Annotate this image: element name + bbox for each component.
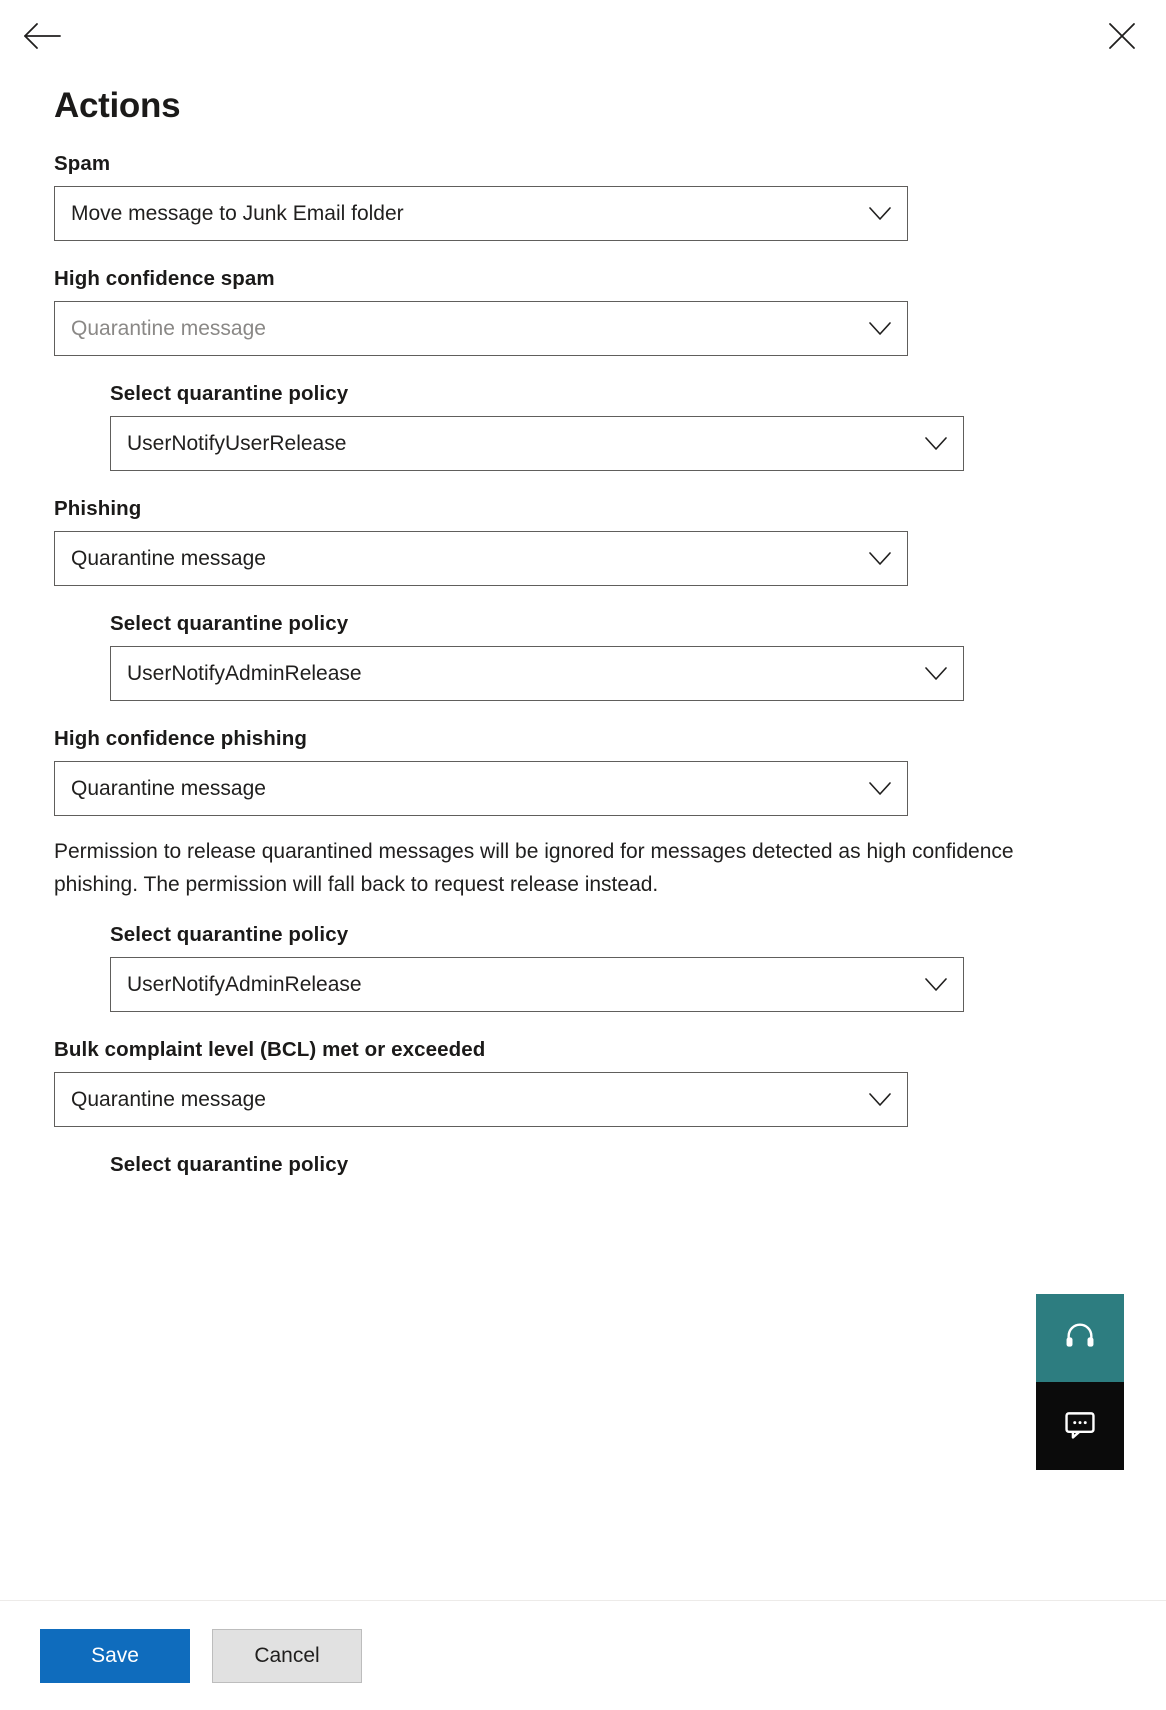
chat-button[interactable] xyxy=(1036,1382,1124,1470)
close-button[interactable] xyxy=(1100,14,1144,58)
high-confidence-spam-label: High confidence spam xyxy=(54,267,275,290)
page-title: Actions xyxy=(54,86,181,125)
phishing-action-dropdown[interactable] xyxy=(54,531,908,586)
chevron-down-icon xyxy=(869,318,891,340)
phishing-action-value: Quarantine message xyxy=(71,546,266,570)
chevron-down-icon xyxy=(869,548,891,570)
field-high-confidence-phishing-policy xyxy=(110,923,1112,1012)
chat-icon xyxy=(1063,1407,1097,1446)
close-icon xyxy=(1107,21,1137,51)
high-confidence-phishing-policy-value: UserNotifyAdminRelease xyxy=(127,972,362,996)
phishing-policy-dropdown[interactable] xyxy=(110,646,964,701)
save-button[interactable]: Save xyxy=(40,1629,190,1683)
high-confidence-phishing-policy-label: Select quarantine policy xyxy=(110,923,349,947)
high-confidence-spam-policy-value: UserNotifyUserRelease xyxy=(127,431,347,455)
high-confidence-spam-policy-dropdown[interactable] xyxy=(110,416,964,471)
bulk-complaint-level-action-dropdown[interactable] xyxy=(54,1072,908,1127)
high-confidence-spam-action-dropdown[interactable] xyxy=(54,301,908,356)
field-phishing-policy xyxy=(110,612,1112,701)
spam-label: Spam xyxy=(54,152,111,175)
phishing-label: Phishing xyxy=(54,497,142,520)
back-button[interactable] xyxy=(20,14,64,58)
field-phishing xyxy=(54,497,1112,586)
support-button[interactable] xyxy=(1036,1294,1124,1382)
field-high-confidence-spam-policy xyxy=(110,382,1112,471)
chevron-down-icon xyxy=(869,203,891,225)
chevron-down-icon xyxy=(925,663,947,685)
bulk-complaint-level-action-value: Quarantine message xyxy=(71,1087,266,1111)
spam-action-dropdown[interactable] xyxy=(54,186,908,241)
chevron-down-icon xyxy=(925,974,947,996)
headset-icon xyxy=(1063,1319,1097,1358)
chevron-down-icon xyxy=(869,1089,891,1111)
chevron-down-icon xyxy=(925,433,947,455)
field-high-confidence-spam xyxy=(54,267,1112,356)
actions-form xyxy=(0,74,1166,1460)
bulk-complaint-level-label: Bulk complaint level (BCL) met or exceeded xyxy=(54,1038,486,1062)
phishing-policy-value: UserNotifyAdminRelease xyxy=(127,661,362,685)
phishing-policy-label: Select quarantine policy xyxy=(110,612,349,635)
cancel-button[interactable]: Cancel xyxy=(212,1629,362,1683)
field-bulk-complaint-level xyxy=(54,1038,1112,1127)
high-confidence-phishing-action-value: Quarantine message xyxy=(71,776,266,800)
high-confidence-phishing-policy-dropdown[interactable] xyxy=(110,957,964,1012)
field-high-confidence-phishing xyxy=(54,727,1112,816)
help-widget-stack xyxy=(1036,1294,1124,1470)
high-confidence-spam-action-value: Quarantine message xyxy=(71,316,266,340)
field-bulk-policy xyxy=(110,1153,1112,1177)
field-spam xyxy=(54,152,1112,241)
high-confidence-phishing-label: High confidence phishing xyxy=(54,727,307,750)
chevron-down-icon xyxy=(869,778,891,800)
panel-footer xyxy=(0,1600,1166,1710)
arrow-left-icon xyxy=(23,21,61,51)
bulk-policy-label: Select quarantine policy xyxy=(110,1153,349,1177)
panel-topbar xyxy=(0,0,1166,74)
high-confidence-phishing-note: Permission to release quarantined messages will be ignored for messages detected as high confidence phishing. The permission will fall back to request release instead. xyxy=(54,840,1014,896)
spam-action-value: Move message to Junk Email folder xyxy=(71,201,404,225)
high-confidence-phishing-action-dropdown[interactable] xyxy=(54,761,908,816)
high-confidence-spam-policy-label: Select quarantine policy xyxy=(110,382,349,405)
